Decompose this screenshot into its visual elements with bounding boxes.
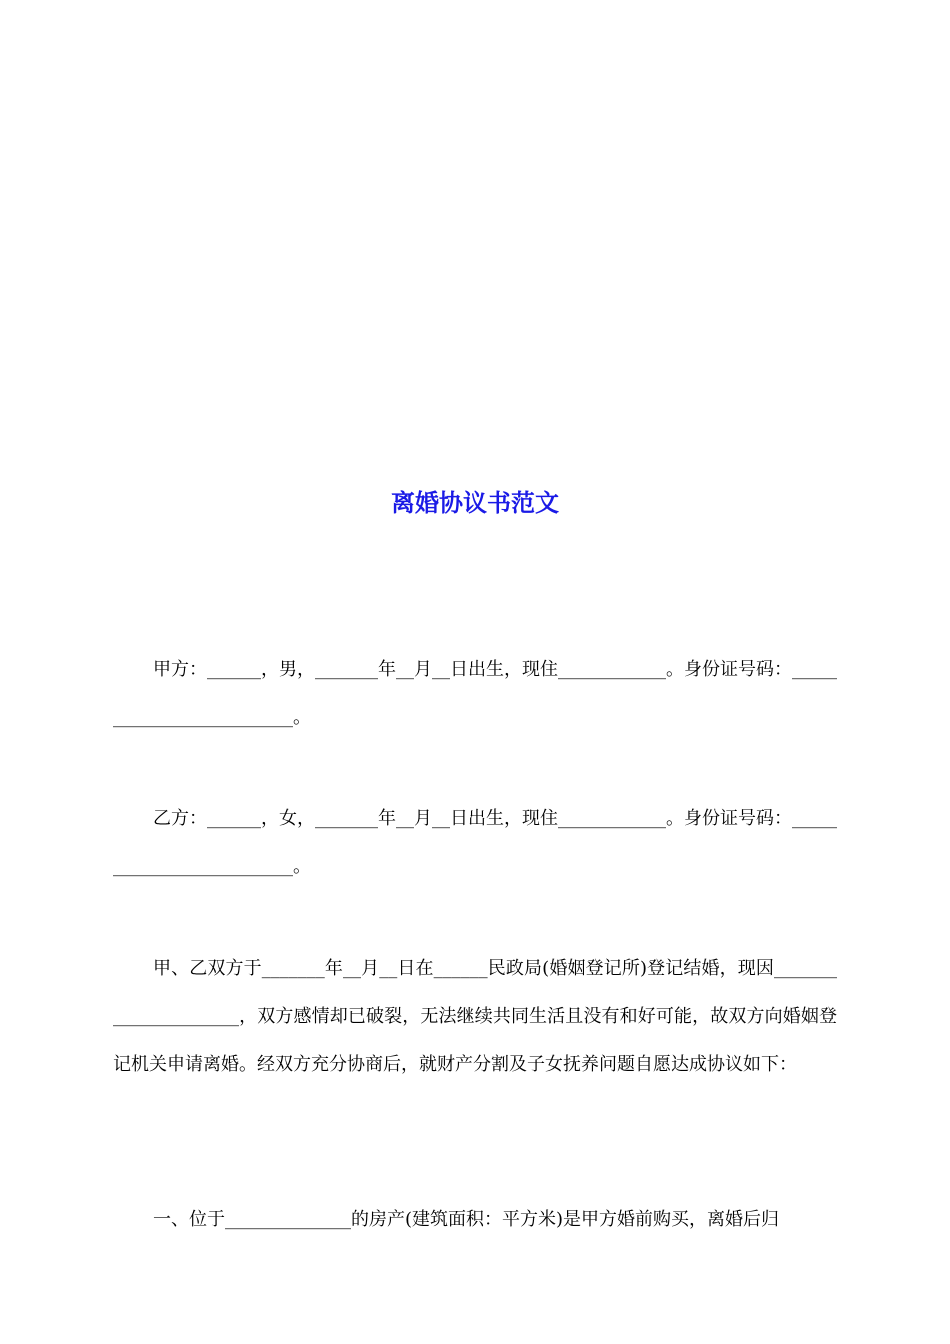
paragraph-party-b: 乙方：______，女，_______年__月__日出生，现住____________。身份证号码：_________________________。 xyxy=(113,808,837,877)
document-title: 离婚协议书范文 xyxy=(391,489,559,517)
paragraph-marriage-statement: 甲、乙双方于_______年__月__日在______民政局(婚姻登记所)登记结婚，现因_____________________，双方感情却已破裂，无法继续共同生活且没有和好可能，故双方向婚姻登记机关申请离婚。经双方充分协商后，就财产分割及子女抚养问题自愿达成协议如下： xyxy=(113,958,837,1075)
paragraph-party-a: 甲方：______，男，_______年__月__日出生，现住____________。身份证号码：_________________________。 xyxy=(113,659,837,728)
paragraph-clause-one: 一、位于______________的房产(建筑面积：平方米)是甲方婚前购买，离婚后归 xyxy=(153,1209,780,1230)
